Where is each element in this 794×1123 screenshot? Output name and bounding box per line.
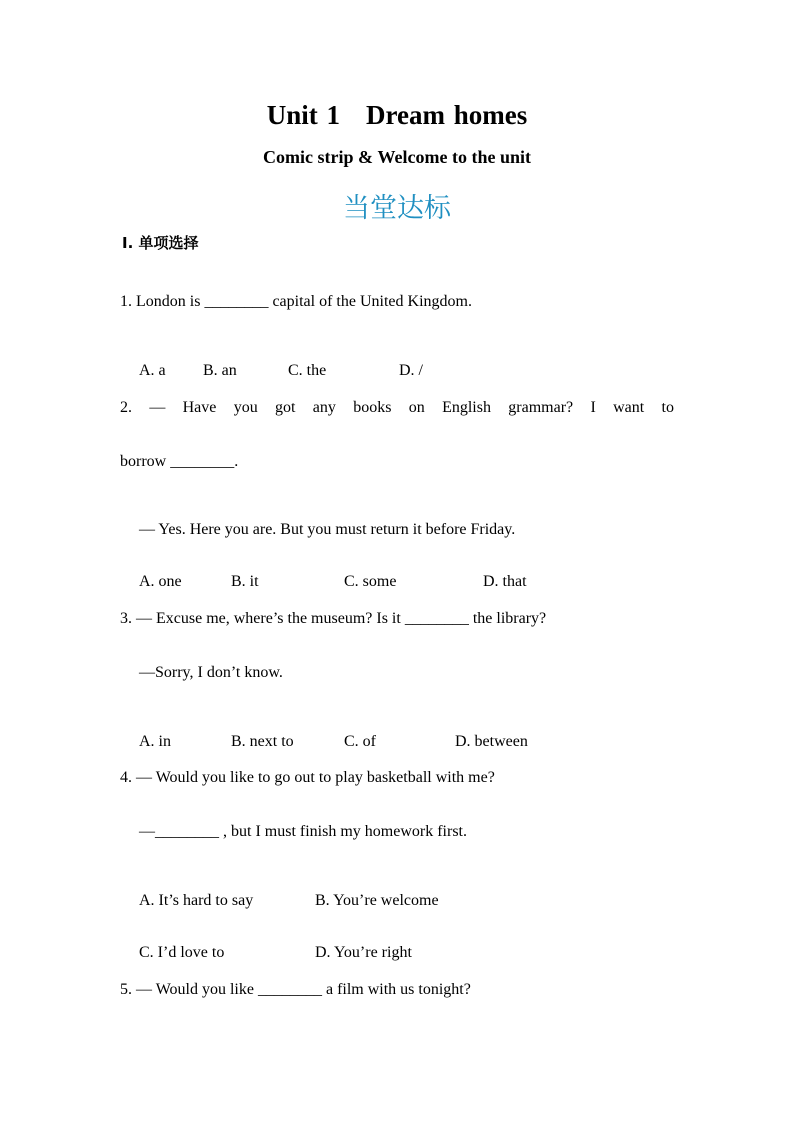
question-4-option-a: A. It’s hard to say	[139, 892, 254, 909]
q2-word: you	[233, 399, 258, 416]
q2-word: books	[353, 399, 392, 416]
question-4-reply: —________ , but I must finish my homework first.	[139, 823, 467, 840]
question-3-reply: —Sorry, I don’t know.	[139, 664, 283, 681]
question-5-stem: 5. — Would you like ________ a film with us tonight?	[120, 981, 471, 998]
q2-word: Have	[182, 399, 217, 416]
question-2-option-d: D. that	[483, 573, 527, 590]
question-2-option-b: B. it	[231, 573, 259, 590]
question-1-option-b: B. an	[203, 362, 237, 379]
question-3-option-a: A. in	[139, 733, 171, 750]
question-1-option-d: D. /	[399, 362, 423, 379]
section-heading: 当堂达标	[343, 193, 451, 224]
question-3-option-d: D. between	[455, 733, 528, 750]
question-1-option-c: C. the	[288, 362, 327, 379]
q2-word: got	[275, 399, 296, 416]
question-4-option-b: B. You’re welcome	[315, 892, 439, 909]
question-3-stem: 3. — Excuse me, where’s the museum? Is it ________ the library?	[120, 610, 547, 627]
q2-word: —	[149, 399, 166, 416]
exercise-section-title: Ⅰ. 单项选择	[122, 234, 199, 252]
question-4-option-c: C. I’d love to	[139, 944, 225, 961]
unit-number: Unit 1	[266, 100, 341, 130]
q2-word: want	[613, 399, 645, 416]
question-2-option-a: A. one	[139, 573, 182, 590]
q2-word: I	[590, 399, 596, 416]
question-2-stem-line-2: borrow ________.	[120, 453, 239, 470]
question-1-option-a: A. a	[139, 362, 166, 379]
question-2-reply: — Yes. Here you are. But you must return it before Friday.	[139, 521, 516, 538]
question-3-option-b: B. next to	[231, 733, 294, 750]
question-2-option-c: C. some	[344, 573, 397, 590]
q2-word: 2.	[120, 399, 132, 416]
lesson-subtitle: Comic strip & Welcome to the unit	[263, 147, 531, 167]
question-4-option-d: D. You’re right	[315, 944, 412, 961]
q2-word: to	[661, 399, 674, 416]
q2-word: grammar?	[508, 399, 574, 416]
q2-word: any	[312, 399, 336, 416]
question-1-stem: 1. London is ________ capital of the United Kingdom.	[120, 293, 472, 310]
question-2-stem-line-1	[120, 399, 674, 417]
unit-name: Dream homes	[366, 100, 528, 130]
q2-word: on	[408, 399, 425, 416]
question-4-stem: 4. — Would you like to go out to play basketball with me?	[120, 769, 495, 786]
unit-title	[0, 100, 794, 131]
question-3-option-c: C. of	[344, 733, 376, 750]
q2-word: English	[442, 399, 491, 416]
